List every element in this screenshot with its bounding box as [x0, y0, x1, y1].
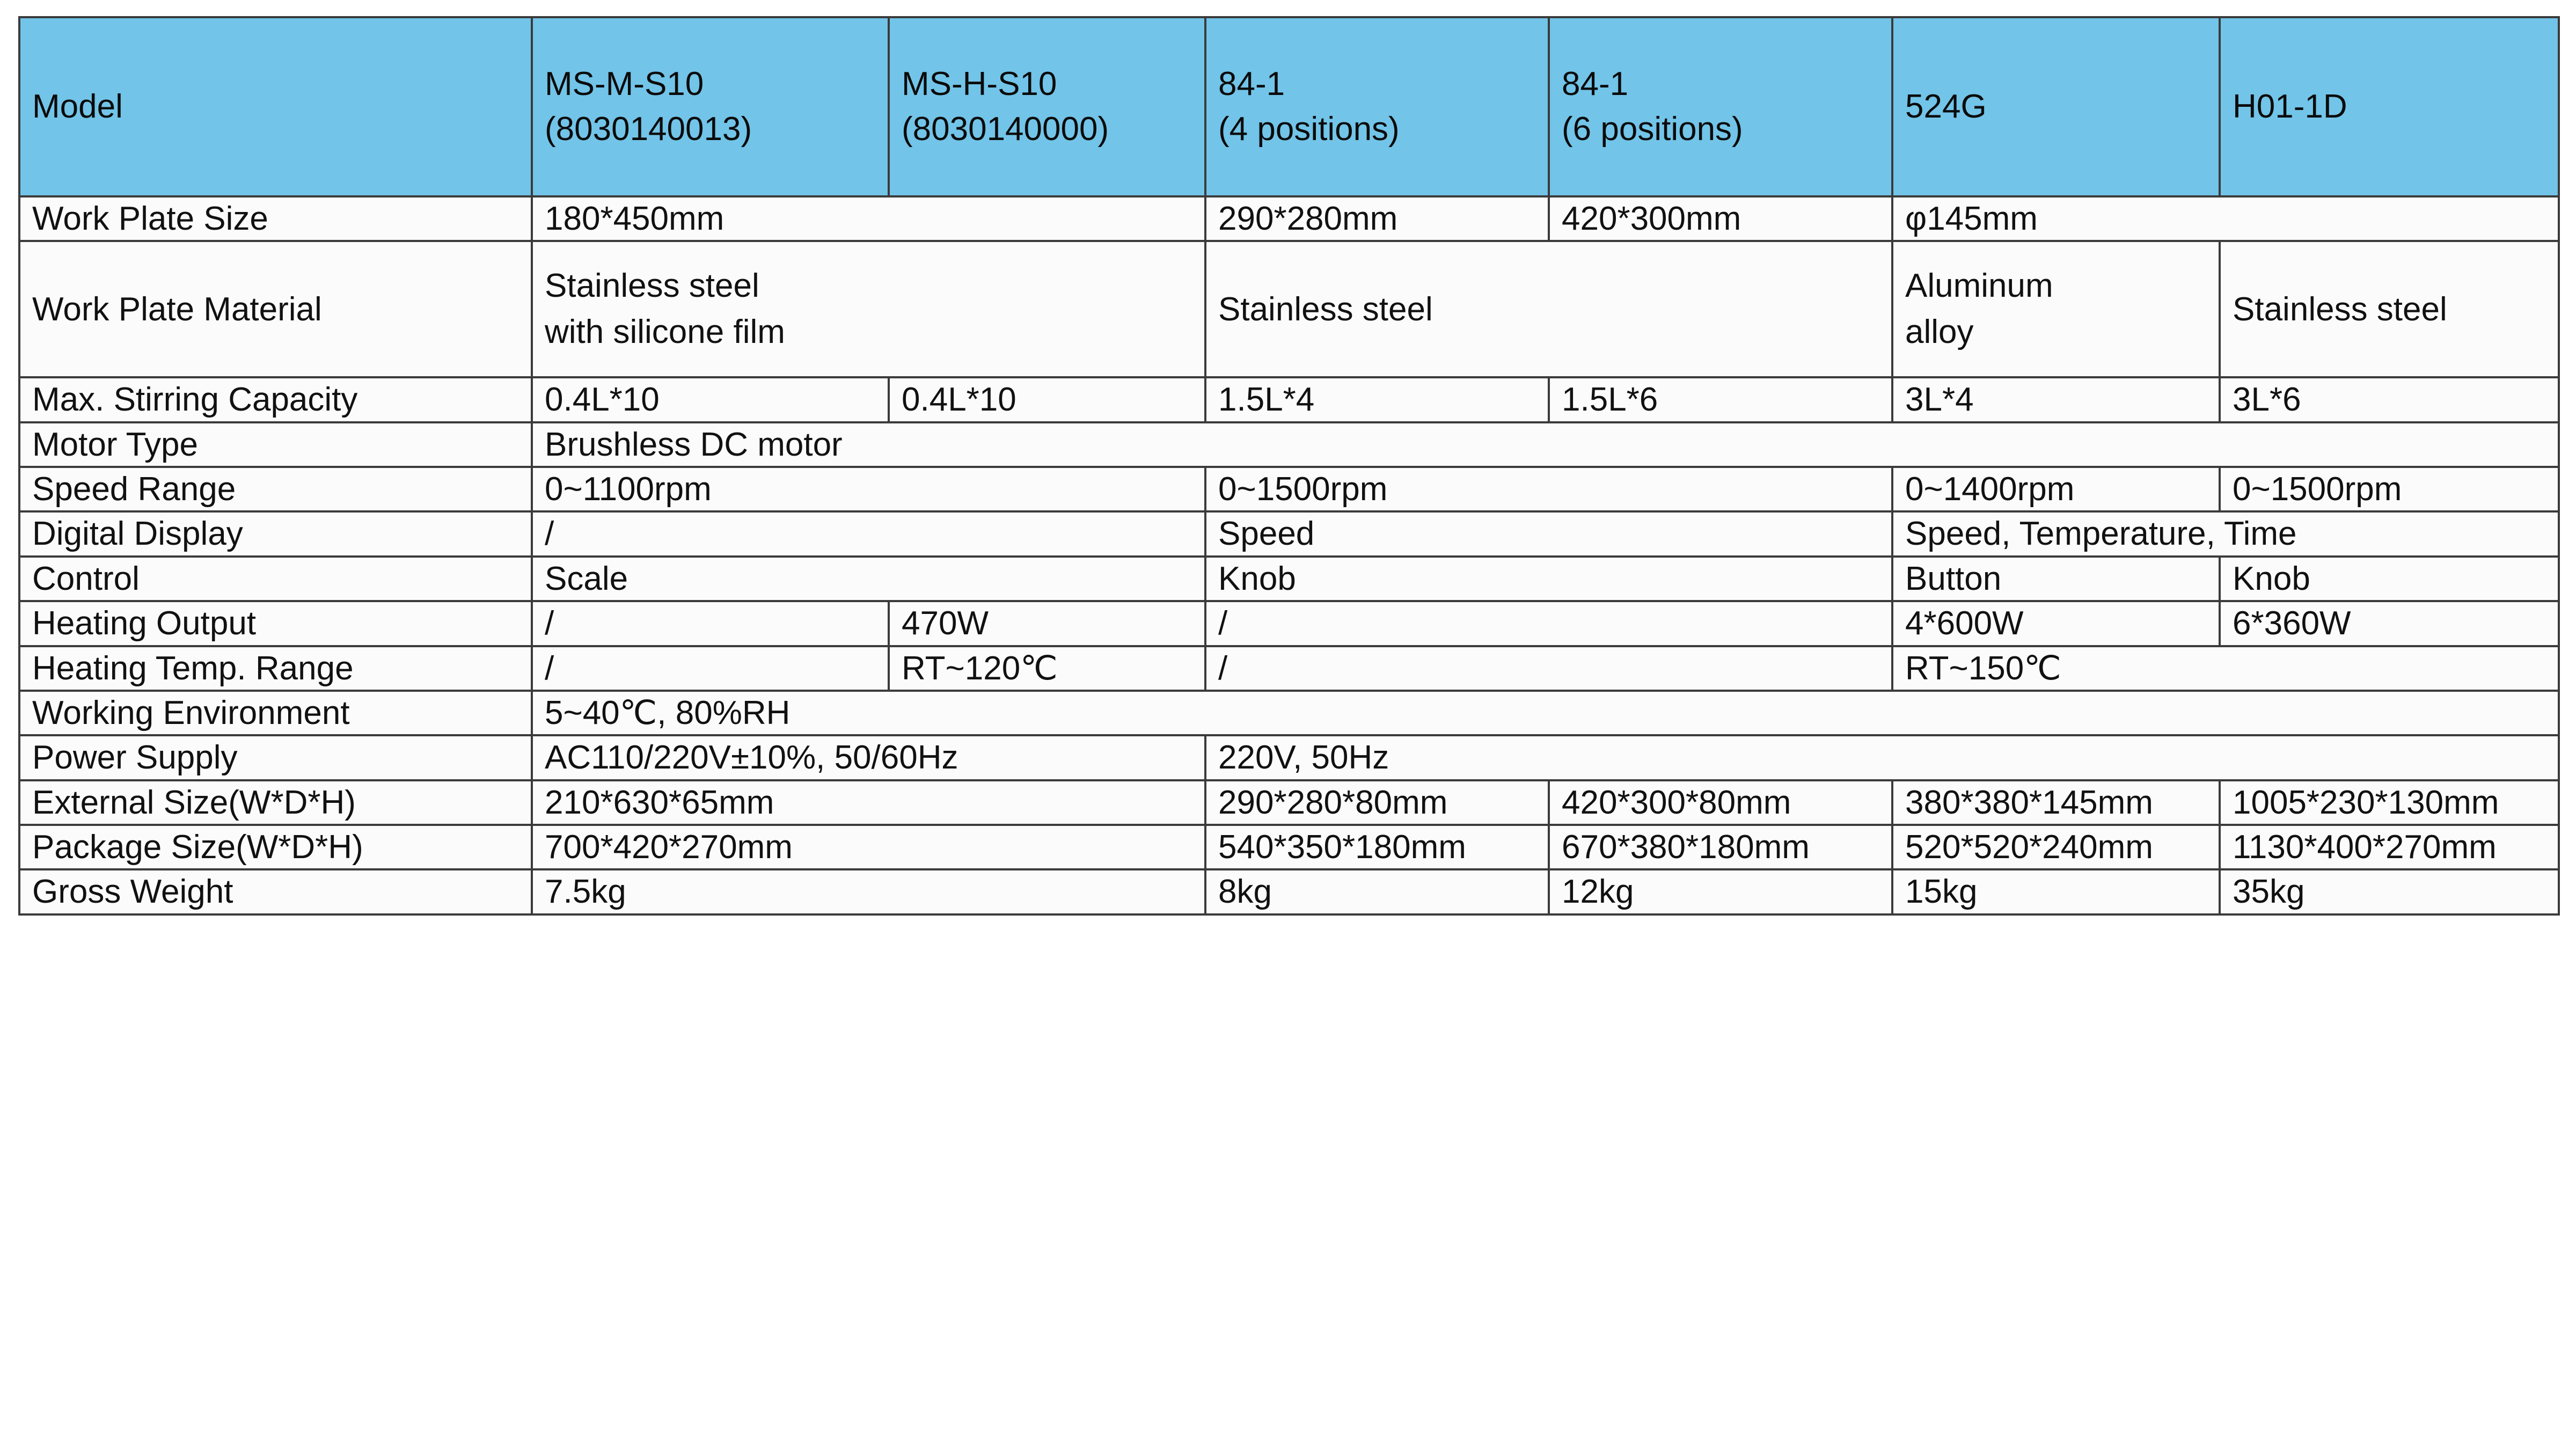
table-cell: 210*630*65mm [532, 780, 1205, 825]
row-label: Work Plate Material [19, 241, 532, 377]
table-body [19, 196, 2559, 914]
table-cell: 6*360W [2220, 601, 2559, 646]
table-cell: 0.4L*10 [532, 377, 889, 422]
table-cell: 0~1500rpm [2220, 467, 2559, 511]
table-cell: / [1205, 646, 1892, 691]
table-row [19, 422, 2559, 467]
header-line: (8030140013) [545, 111, 752, 148]
table-cell: 0~1400rpm [1892, 467, 2220, 511]
table-cell: 8kg [1205, 869, 1549, 914]
column-header-2 [889, 17, 1205, 196]
table-cell: RT~120℃ [889, 646, 1205, 691]
table-cell: 420*300mm [1549, 196, 1892, 241]
table-cell: Speed [1205, 511, 1892, 556]
table-row [19, 780, 2559, 825]
table-cell: 380*380*145mm [1892, 780, 2220, 825]
table-header-row [19, 17, 2559, 196]
table-cell: 220V, 50Hz [1205, 735, 2559, 780]
header-line: 84-1 [1562, 65, 1629, 103]
table-cell: / [532, 511, 1205, 556]
header-line: (4 positions) [1218, 111, 1400, 148]
row-label: Gross Weight [19, 869, 532, 914]
row-label: Speed Range [19, 467, 532, 511]
table-cell: 470W [889, 601, 1205, 646]
table-cell: 180*450mm [532, 196, 1205, 241]
cell-line: with silicone film [545, 313, 785, 351]
table-cell [1892, 241, 2220, 377]
table-cell: 0~1500rpm [1205, 467, 1892, 511]
table-cell: Stainless steel [2220, 241, 2559, 377]
table-cell: 3L*6 [2220, 377, 2559, 422]
table-cell: Scale [532, 557, 1205, 601]
table-header [19, 17, 2559, 196]
table-row [19, 869, 2559, 914]
cell-line: Stainless steel [545, 267, 759, 304]
row-label: External Size(W*D*H) [19, 780, 532, 825]
row-label: Working Environment [19, 691, 532, 735]
table-cell: 700*420*270mm [532, 825, 1205, 869]
column-header-model [19, 17, 532, 196]
table-cell: 12kg [1549, 869, 1892, 914]
header-line: Model [32, 88, 123, 126]
table-cell: 1.5L*4 [1205, 377, 1549, 422]
table-cell: 7.5kg [532, 869, 1205, 914]
table-row [19, 467, 2559, 511]
table-cell: 0~1100rpm [532, 467, 1205, 511]
column-header-5 [1892, 17, 2220, 196]
table-cell: 420*300*80mm [1549, 780, 1892, 825]
table-row [19, 825, 2559, 869]
table-cell: 1005*230*130mm [2220, 780, 2559, 825]
cell-line: alloy [1905, 313, 1974, 351]
table-row [19, 557, 2559, 601]
table-row [19, 735, 2559, 780]
table-cell: AC110/220V±10%, 50/60Hz [532, 735, 1205, 780]
row-label: Heating Output [19, 601, 532, 646]
table-cell: / [1205, 601, 1892, 646]
row-label: Power Supply [19, 735, 532, 780]
table-row [19, 241, 2559, 377]
table-cell: 3L*4 [1892, 377, 2220, 422]
table-cell [532, 241, 1205, 377]
header-line: MS-M-S10 [545, 65, 704, 103]
table-cell: 290*280*80mm [1205, 780, 1549, 825]
header-line: (6 positions) [1562, 111, 1743, 148]
table-row [19, 196, 2559, 241]
column-header-4 [1549, 17, 1892, 196]
header-line: 524G [1905, 88, 1987, 126]
column-header-1 [532, 17, 889, 196]
table-row [19, 377, 2559, 422]
specifications-table [18, 16, 2560, 916]
table-cell: Knob [2220, 557, 2559, 601]
table-cell: 15kg [1892, 869, 2220, 914]
table-cell: Speed, Temperature, Time [1892, 511, 2559, 556]
table-cell: 1.5L*6 [1549, 377, 1892, 422]
cell-line: Aluminum [1905, 267, 2053, 304]
column-header-6 [2220, 17, 2559, 196]
header-line: 84-1 [1218, 65, 1285, 103]
row-label: Max. Stirring Capacity [19, 377, 532, 422]
table-row [19, 691, 2559, 735]
table-cell: 670*380*180mm [1549, 825, 1892, 869]
table-cell: 290*280mm [1205, 196, 1549, 241]
row-label: Heating Temp. Range [19, 646, 532, 691]
table-cell: Brushless DC motor [532, 422, 2559, 467]
table-cell: 520*520*240mm [1892, 825, 2220, 869]
table-cell: 540*350*180mm [1205, 825, 1549, 869]
table-cell: / [532, 601, 889, 646]
table-cell: 5~40℃, 80%RH [532, 691, 2559, 735]
table-cell: Button [1892, 557, 2220, 601]
table-cell: 35kg [2220, 869, 2559, 914]
table-row [19, 601, 2559, 646]
row-label: Digital Display [19, 511, 532, 556]
table-cell: 0.4L*10 [889, 377, 1205, 422]
table-cell: Stainless steel [1205, 241, 1892, 377]
table-cell: 1130*400*270mm [2220, 825, 2559, 869]
row-label: Motor Type [19, 422, 532, 467]
header-line: H01-1D [2233, 88, 2347, 126]
table-row [19, 646, 2559, 691]
table-cell: 4*600W [1892, 601, 2220, 646]
table-row [19, 511, 2559, 556]
row-label: Control [19, 557, 532, 601]
table-cell: / [532, 646, 889, 691]
table-cell: φ145mm [1892, 196, 2559, 241]
column-header-3 [1205, 17, 1549, 196]
row-label: Package Size(W*D*H) [19, 825, 532, 869]
header-line: (8030140000) [902, 111, 1109, 148]
table-cell: RT~150℃ [1892, 646, 2559, 691]
header-line: MS-H-S10 [902, 65, 1057, 103]
table-cell: Knob [1205, 557, 1892, 601]
row-label: Work Plate Size [19, 196, 532, 241]
